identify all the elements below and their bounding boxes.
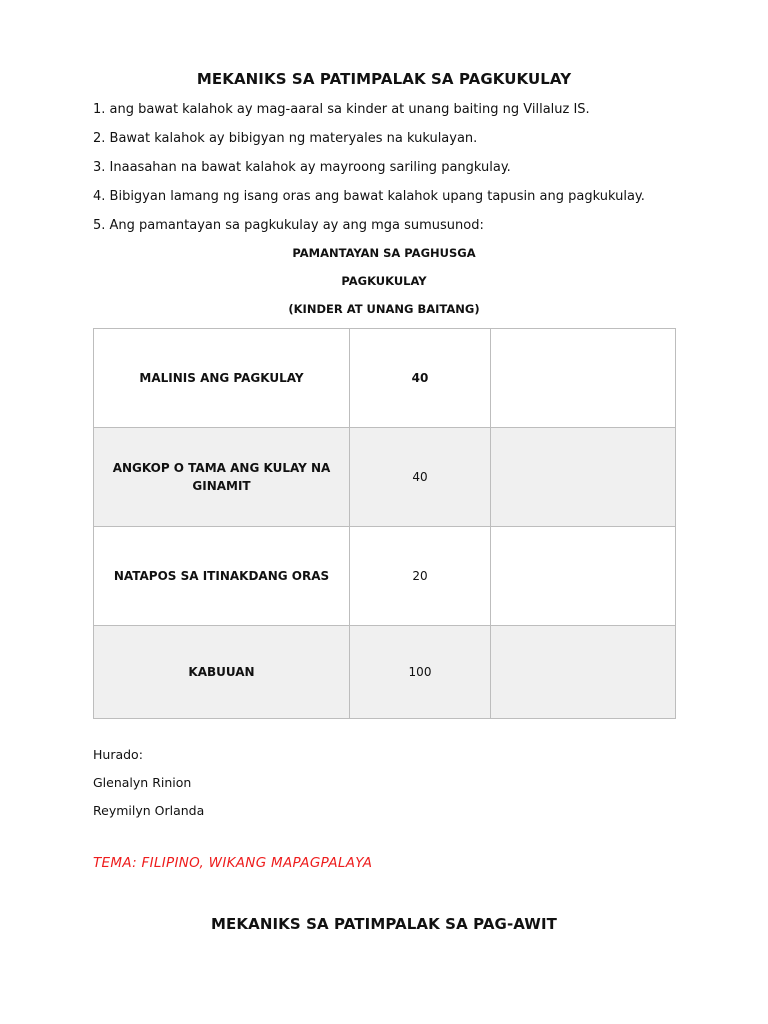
section-title-pagkukulay: MEKANIKS SA PATIMPALAK SA PAGKUKULAY [196,70,572,88]
rule-item-2: 2. Bawat kalahok ay bibigyan ng materyales na kukulayan. [93,131,478,146]
rubric-table [93,328,676,719]
section-title-pag-awit: MEKANIKS SA PATIMPALAK SA PAG-AWIT [211,915,557,933]
score-cell [491,329,676,428]
criteria-heading: PAMANTAYAN SA PAGHUSGA [292,246,476,260]
judge-name: Reymilyn Orlanda [93,803,205,818]
rule-item-5: 5. Ang pamantayan sa pagkukulay ay ang mga sumusunod: [93,218,484,233]
rule-item-4: 4. Bibigyan lamang ng isang oras ang bawat kalahok upang tapusin ang pagkukulay. [93,189,645,204]
criterion-cell: MALINIS ANG PAGKULAY [94,329,350,428]
criterion-cell: ANGKOP O TAMA ANG KULAY NA GINAMIT [94,428,350,527]
judges-label: Hurado: [93,747,143,762]
theme-text: TEMA: FILIPINO, WIKANG MAPAGPALAYA [93,855,373,871]
points-cell: 40 [350,428,491,527]
rule-item-3: 3. Inaasahan na bawat kalahok ay mayroong sariling pangkulay. [93,160,511,175]
rubric-row [94,329,676,428]
rubric-row [94,428,676,527]
criterion-cell: KABUUAN [94,626,350,719]
criterion-cell: NATAPOS SA ITINAKDANG ORAS [94,527,350,626]
points-cell: 40 [350,329,491,428]
points-cell: 100 [350,626,491,719]
criteria-subheading: PAGKUKULAY [341,274,427,288]
rule-item-1: 1. ang bawat kalahok ay mag-aaral sa kinder at unang baiting ng Villaluz IS. [93,102,590,117]
score-cell [491,428,676,527]
score-cell [491,527,676,626]
judge-name: Glenalyn Rinion [93,775,192,790]
score-cell [491,626,676,719]
criteria-level: (KINDER AT UNANG BAITANG) [288,302,480,316]
rubric-row-total [94,626,676,719]
rubric-row [94,527,676,626]
points-cell: 20 [350,527,491,626]
